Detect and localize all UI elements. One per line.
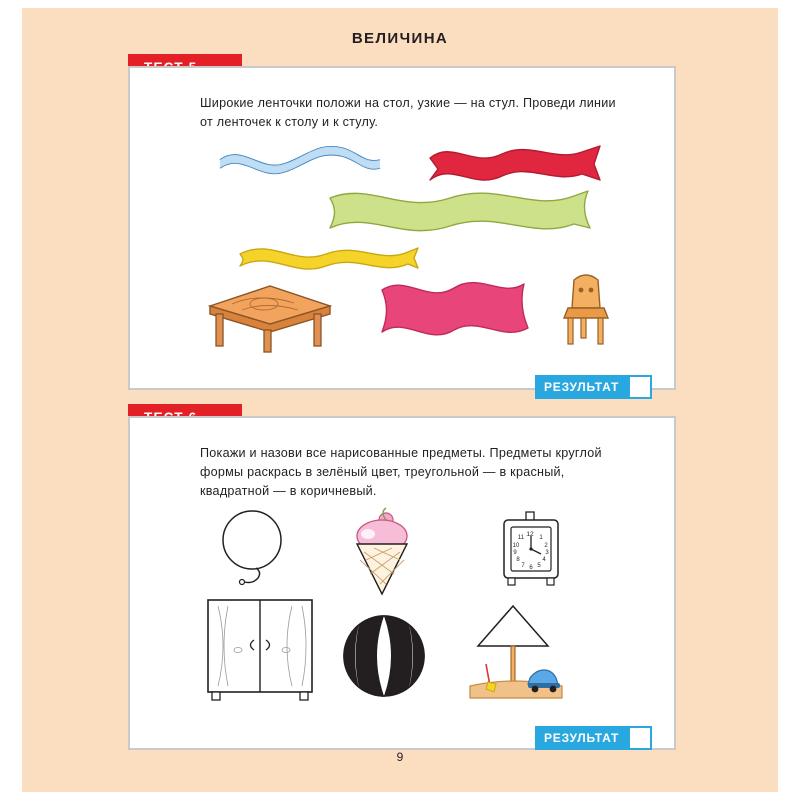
wooden-chair <box>564 275 608 344</box>
svg-text:2: 2 <box>544 543 548 549</box>
red-wide-ribbon <box>430 146 600 180</box>
svg-text:4: 4 <box>542 557 546 563</box>
wardrobe-cabinet <box>208 600 312 700</box>
page-number: 9 <box>396 750 404 764</box>
balloon-outline <box>223 511 281 585</box>
test-6-result-bar[interactable] <box>535 726 652 750</box>
pink-wide-ribbon <box>382 283 528 335</box>
worksheet-page <box>22 8 778 792</box>
test-6-result-label: РЕЗУЛЬТАТ <box>535 726 628 750</box>
alarm-clock <box>504 512 558 585</box>
svg-text:1: 1 <box>539 535 543 541</box>
test-6-artwork <box>194 498 634 713</box>
wooden-table <box>210 286 330 352</box>
svg-text:3: 3 <box>545 550 549 556</box>
svg-text:11: 11 <box>517 535 525 541</box>
blue-narrow-ribbon <box>220 147 380 174</box>
svg-text:6: 6 <box>529 565 533 571</box>
yellow-narrow-ribbon <box>240 248 418 269</box>
svg-text:5: 5 <box>537 563 541 569</box>
test-5-result-label: РЕЗУЛЬТАТ <box>535 375 628 399</box>
svg-text:9: 9 <box>513 550 517 556</box>
green-wide-ribbon <box>330 191 590 231</box>
test-5-result-bar[interactable] <box>535 375 652 399</box>
svg-text:7: 7 <box>521 563 525 569</box>
svg-text:12: 12 <box>526 531 534 538</box>
striped-ball <box>344 616 424 696</box>
svg-text:10: 10 <box>512 543 520 549</box>
beach-umbrella <box>470 606 562 698</box>
test-5-instruction: Широкие ленточки положи на стол, узкие — на стул. Проведи линии от ленточек к столу и к стулу. <box>200 96 616 129</box>
ice-cream-cone <box>357 508 407 594</box>
test-6-instruction: Покажи и назови все нарисованные предметы. Предметы круглой формы раскрась в зелёный цвет, треугольной — в красный, квадратной — в коричневый. <box>200 446 602 498</box>
test-5-result-box[interactable] <box>628 375 652 399</box>
page-title: ВЕЛИЧИНА <box>351 30 449 47</box>
svg-text:8: 8 <box>516 557 520 563</box>
test-6-result-box[interactable] <box>628 726 652 750</box>
test-5-artwork <box>202 138 622 353</box>
